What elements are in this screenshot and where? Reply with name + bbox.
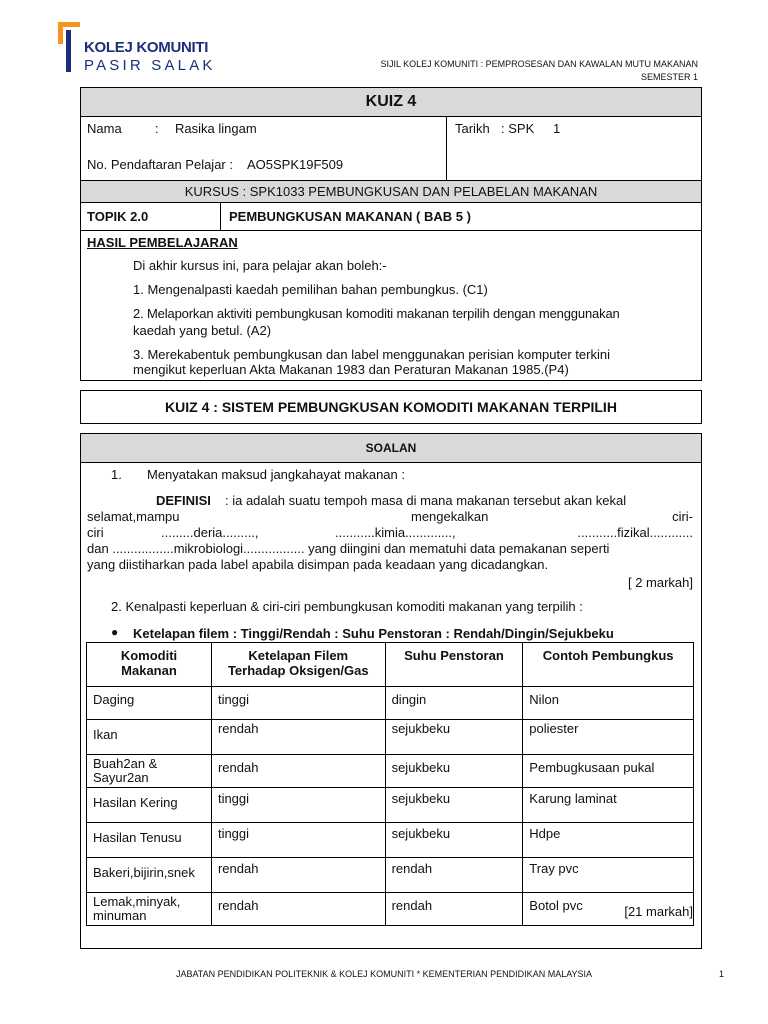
definition-line3b: .........deria........., — [161, 525, 259, 540]
date-extra: 1 — [553, 121, 561, 136]
table-cell: Nilon — [523, 687, 694, 720]
definition-line2c: ciri- — [672, 509, 693, 524]
questions-header-bar — [81, 434, 701, 463]
table-cell: tinggi — [211, 687, 385, 720]
table-cell: rendah — [211, 720, 385, 755]
logo-line2: PASIR SALAK — [84, 57, 216, 74]
outcome-3-line2: mengikut keperluan Akta Makanan 1983 dan Peraturan Makanan 1985.(P4) — [133, 362, 569, 377]
logo-blue-mark — [66, 30, 82, 72]
outcomes-intro: Di akhir kursus ini, para pelajar akan boleh:- — [133, 258, 387, 273]
definition-label: DEFINISI — [156, 493, 211, 508]
table-cell: sejukbeku — [385, 823, 523, 858]
table-cell: sejukbeku — [385, 755, 523, 788]
topic-divider — [220, 203, 221, 230]
header-line1: SIJIL KOLEJ KOMUNITI : PEMPROSESAN DAN KAWALAN MUTU MAKANAN — [380, 59, 698, 69]
name-label: Nama — [87, 121, 122, 136]
quiz-title: KUIZ 4 — [365, 93, 417, 110]
q1-number: 1. — [111, 467, 122, 482]
col-header-packaging: Contoh Pembungkus — [523, 643, 694, 687]
name-value: Rasika lingam — [175, 121, 257, 136]
col-header-permeability: Ketelapan Filem Terhadap Oksigen/Gas — [211, 643, 385, 687]
document-header — [380, 58, 698, 84]
table-cell: Buah2an & Sayur2an — [87, 755, 212, 788]
reg-label: No. Pendaftaran Pelajar : — [87, 157, 233, 172]
table-cell: Lemak,minyak, minuman — [87, 893, 212, 926]
table-cell: Pembugkusaan pukal — [523, 755, 694, 788]
table-row — [87, 687, 694, 720]
name-colon: : — [155, 121, 159, 136]
table-row — [87, 720, 694, 755]
header-line2: SEMESTER 1 — [640, 72, 698, 82]
commodity-table — [86, 642, 694, 926]
definition-line1: : ia adalah suatu tempoh masa di mana makanan tersebut akan kekal — [225, 493, 627, 508]
outcome-2-line2: kaedah yang betul. (A2) — [133, 323, 272, 338]
learning-outcomes — [81, 230, 701, 381]
table-cell: rendah — [211, 858, 385, 893]
bullet-dot: ● — [111, 625, 119, 639]
definition-line5: yang diistiharkan pada label apabila disimpan pada keadaan yang dicadangkan. — [87, 557, 549, 572]
page-number: 1 — [718, 969, 724, 979]
definition-line3c: ...........kimia............., — [335, 525, 456, 540]
q1-text: Menyatakan maksud jangkahayat makanan : — [147, 467, 405, 482]
quiz-info-box — [80, 87, 702, 381]
table-cell: tinggi — [211, 788, 385, 823]
table-cell: Hasilan Tenusu — [87, 823, 212, 858]
bullet-text: Ketelapan filem : Tinggi/Rendah : Suhu Penstoran : Rendah/Dingin/Sejukbeku — [133, 626, 614, 641]
table-cell: tinggi — [211, 823, 385, 858]
quiz-title-bar — [81, 88, 701, 116]
outcome-3-line1: 3. Merekabentuk pembungkusan dan label menggunakan perisian komputer terkini — [133, 347, 610, 362]
course-title: KURSUS : SPK1033 PEMBUNGKUSAN DAN PELABELAN MAKANAN — [184, 184, 598, 199]
college-logo — [58, 22, 216, 78]
topic-row — [81, 202, 701, 230]
course-row — [81, 180, 701, 202]
date-value: : SPK — [501, 121, 535, 136]
table-cell: rendah — [211, 755, 385, 788]
section-title-box — [80, 390, 702, 424]
col-header-storage-temp: Suhu Penstoran — [385, 643, 523, 687]
table-header-row — [87, 643, 694, 687]
table-row — [87, 823, 694, 858]
table-cell: rendah — [385, 858, 523, 893]
table-row — [87, 755, 694, 788]
definition-line3a: ciri — [87, 525, 104, 540]
table-cell: Daging — [87, 687, 212, 720]
table-row — [87, 893, 694, 926]
definition-line2a: selamat,mampu — [87, 509, 180, 524]
q2-marks: [21 markah] — [624, 904, 693, 919]
table-row — [87, 788, 694, 823]
table-cell: Hdpe — [523, 823, 694, 858]
reg-value: AO5SPK19F509 — [247, 157, 344, 172]
topic-title: PEMBUNGKUSAN MAKANAN ( BAB 5 ) — [229, 209, 471, 224]
outcome-1: 1. Mengenalpasti kaedah pemilihan bahan pembungkus. (C1) — [133, 282, 488, 297]
outcomes-heading: HASIL PEMBELAJARAN — [87, 235, 238, 250]
q1-marks: [ 2 markah] — [627, 575, 693, 590]
table-cell: Bakeri,bijirin,snek — [87, 858, 212, 893]
table-cell: Ikan — [87, 720, 212, 755]
table-cell: Tray pvc — [523, 858, 694, 893]
table-cell: Hasilan Kering — [87, 788, 212, 823]
table-row — [87, 858, 694, 893]
table-cell: Botol pvc — [523, 893, 694, 926]
col-header-commodity: Komoditi Makanan — [87, 643, 212, 687]
outcome-2-line1: 2. Melaporkan aktiviti pembungkusan komoditi makanan terpilih dengan menggunakan — [133, 306, 620, 321]
table-cell: rendah — [211, 893, 385, 926]
student-info-row — [81, 116, 701, 180]
definition-line2b: mengekalkan — [411, 509, 489, 524]
questions-header: SOALAN — [365, 441, 417, 455]
table-cell: rendah — [385, 893, 523, 926]
page-footer: JABATAN PENDIDIKAN POLITEKNIK & KOLEJ KOMUNITI * KEMENTERIAN PENDIDIKAN MALAYSIA — [175, 969, 593, 979]
date-label: Tarikh — [455, 121, 490, 136]
logo-line1: KOLEJ KOMUNITI — [84, 39, 209, 56]
table-cell: sejukbeku — [385, 788, 523, 823]
section-title: KUIZ 4 : SISTEM PEMBUNGKUSAN KOMODITI MAKANAN TERPILIH — [165, 399, 617, 415]
table-cell: poliester — [523, 720, 694, 755]
date-divider — [446, 117, 447, 180]
definition-line3d: ...........fizikal............ — [577, 525, 693, 540]
q2-text: 2. Kenalpasti keperluan & ciri-ciri pembungkusan komoditi makanan yang terpilih : — [111, 599, 583, 614]
topic-label: TOPIK 2.0 — [87, 209, 149, 224]
definition-line4: dan .................mikrobiologi................. yang diingini dan mematuhi data pemakanan seperti — [87, 541, 610, 556]
table-cell: dingin — [385, 687, 523, 720]
table-cell: sejukbeku — [385, 720, 523, 755]
table-cell: Karung laminat — [523, 788, 694, 823]
